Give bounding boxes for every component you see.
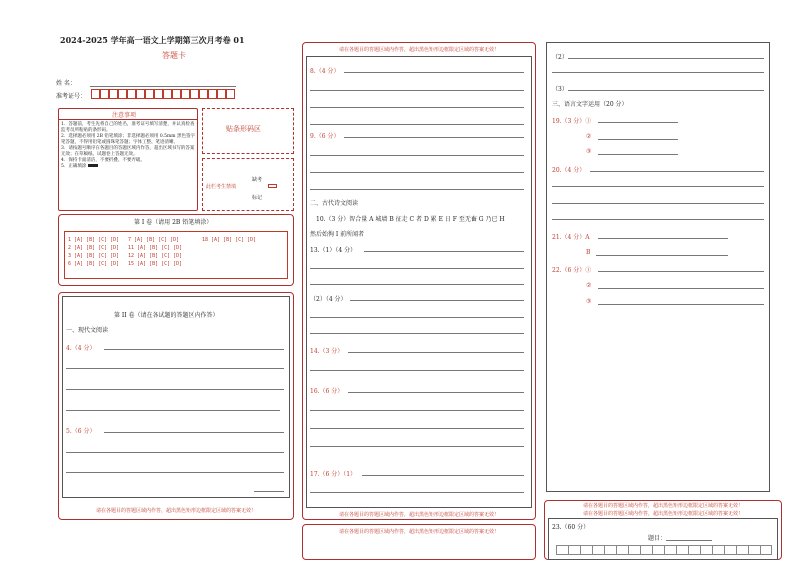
choice-row[interactable]: 7 [A] [B] [C] [D] (128, 237, 180, 243)
choice-row[interactable]: 18 [A] [B] [C] [D] (202, 237, 257, 243)
q13b-label: （2）（4 分） (310, 296, 347, 303)
q10-text-cont: 然后始徇 I 前所闻者 (310, 231, 365, 238)
section3-heading: 三、语言文字运用（20 分） (552, 101, 628, 108)
q19c-label: ③ (586, 148, 592, 155)
q14-label: 14.（3 分） (310, 348, 344, 355)
section2-heading: 二、古代诗文阅读 (310, 200, 359, 207)
q17-label: 17.（6 分）（1） (310, 471, 357, 478)
absent-label: 此栏考生禁填 (206, 184, 237, 190)
q16-label: 16.（6 分） (310, 388, 344, 395)
warning-text: 请在各题目的答题区域内作答，超出黑色矩形边框限定区域的答案无效！ (582, 511, 743, 517)
part1-title: 第 I 卷（请用 2B 铅笔填涂） (134, 219, 213, 226)
q13-label: 13.（1）（4 分） (310, 247, 357, 254)
choice-row[interactable]: 2 [A] [B] [C] [D] (68, 245, 120, 251)
warning-text: 请在各题目的答题区域内作答，超出黑色矩形边框限定区域的答案无效！ (582, 503, 743, 509)
notice-title: 注意事项 (112, 112, 137, 119)
notice-item-3: 3．请按题号顺序在各题目的答题区域内作答，超出区域书写的答案无效；在草稿纸、试题卷上答题无效。 (61, 146, 195, 157)
warning-text: 请在各题目的答题区域内作答，超出黑色矩形边框限定区域的答案无效！ (338, 512, 499, 518)
q19-label: 19.（3 分）① (552, 118, 592, 125)
warning-text: 请在各题目的答题区域内作答，超出黑色矩形边框限定区域的答案无效！ (338, 47, 499, 53)
exam-title: 2024-2025 学年高一语文上学期第三次月考卷 01 (60, 35, 245, 45)
absent-checkbox[interactable] (268, 184, 277, 188)
q22b-label: ② (586, 282, 592, 289)
filled-mark-icon (88, 164, 98, 167)
choice-col-1[interactable] (68, 236, 119, 268)
q21b-label: B (586, 249, 591, 256)
q8-label: 8.（4 分） (310, 68, 340, 75)
p2-label: （2） (552, 54, 568, 61)
notice-item-2: 2．选择题必须用 2B 铅笔填涂；非选择题必须用 0.5mm 黑色签字笔答题，不得用铅笔或圆珠笔答题；字体工整、笔迹清晰。 (61, 134, 195, 145)
q22c-label: ③ (586, 298, 592, 305)
q10-text: 10.（3 分）智合量 A 城墙 B 征走 C 者 D 累 E 日 F 至无畜 G 乃已 H (316, 216, 505, 223)
warning-text: 请在各题目的答题区域内作答，超出黑色矩形边框限定区域的答案无效！ (95, 508, 256, 514)
part2-title: 第 II 卷（请在各试题的答题区内作答） (114, 312, 219, 319)
notice-item-4: 4．保持卡面清洁，不要折叠、不要弄破。 (61, 158, 145, 163)
q19b-label: ② (586, 133, 592, 140)
q23-label: 23.（60 分） (552, 524, 590, 531)
topic-label: 题目： (648, 535, 667, 542)
essay-grid-row[interactable] (556, 545, 772, 555)
q9-label: 9.（6 分） (310, 133, 340, 140)
section1-heading: 一、现代文阅读 (66, 327, 109, 334)
name-label: 姓 名： (56, 80, 76, 87)
notice-list (61, 122, 195, 170)
barcode-label: 贴条形码区 (226, 125, 261, 133)
q4-label: 4.（4 分） (66, 345, 96, 352)
q21-label: 21.（4 分）A (552, 234, 590, 241)
choice-col-2[interactable] (128, 236, 182, 268)
choice-col-3[interactable] (202, 236, 256, 244)
choice-row[interactable]: 15 [A] [B] [C] [D] (128, 261, 183, 267)
choice-row[interactable]: 12 [A] [B] [C] [D] (128, 253, 183, 259)
p3-label: （3） (552, 86, 568, 93)
name-line[interactable] (90, 86, 236, 87)
choice-row[interactable]: 3 [A] [B] [C] [D] (68, 253, 120, 259)
choice-row[interactable]: 11 [A] [B] [C] [D] (128, 245, 183, 251)
id-cells[interactable] (91, 89, 235, 99)
absent-text: 缺考 (252, 177, 263, 183)
q5-label: 5.（6 分） (66, 428, 96, 435)
notice-item-1: 1．答题前，考生先将自己的姓名，准考证号填写清楚，并认真检查监考员所粘贴的条形码。 (61, 122, 195, 133)
choice-row[interactable]: 6 [A] [B] [C] [D] (68, 261, 120, 267)
choice-row[interactable]: 1 [A] [B] [C] [D] (68, 237, 120, 243)
absent-mark-text: 标记 (252, 195, 263, 201)
q20-label: 20.（4 分） (552, 167, 586, 174)
answer-sheet-label: 答题卡 (162, 51, 186, 60)
notice-item-5: 5．正确填涂 (61, 164, 195, 170)
warning-text: 请在各题目的答题区域内作答，超出黑色矩形边框限定区域的答案无效！ (338, 529, 499, 535)
q22-label: 22.（6 分）① (552, 267, 592, 274)
id-label: 准考证号： (56, 93, 87, 100)
